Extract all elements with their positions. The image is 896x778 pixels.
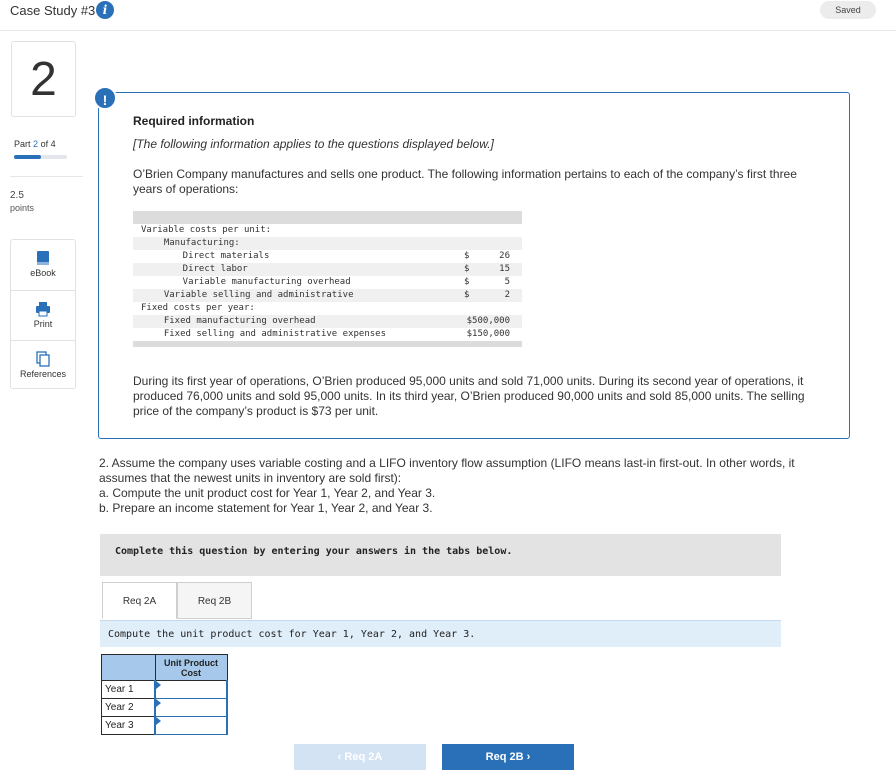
cost-row-dollar: $ bbox=[464, 251, 470, 261]
assignment-title: Case Study #3 bbox=[10, 3, 96, 18]
sidebar-item-references[interactable] bbox=[11, 340, 75, 390]
part-current: 2 bbox=[33, 139, 39, 149]
cost-table-row bbox=[133, 263, 522, 276]
top-bar bbox=[0, 0, 896, 31]
answer-table-header-row bbox=[102, 655, 228, 681]
year-1-cost-input[interactable] bbox=[156, 682, 226, 698]
cost-row-label: Fixed costs per year: bbox=[141, 303, 255, 313]
year-1-cost-cell[interactable] bbox=[155, 681, 227, 699]
part-label: Part bbox=[14, 139, 31, 149]
cost-table-row bbox=[133, 276, 522, 289]
tab-req-2a[interactable]: Req 2A bbox=[102, 582, 177, 619]
required-info-note: [The following information applies to the questions displayed below.] bbox=[133, 137, 494, 151]
year-3-cost-input[interactable] bbox=[156, 718, 226, 734]
complete-instruction-text: Complete this question by entering your answers in the tabs below. bbox=[115, 546, 513, 557]
required-info-body: During its first year of operations, O’Brien produced 95,000 units and sold 71,000 units. During its second year of operations, it produced 76,000 units and sold 95,000 units. In its third year, O’Brien produced 90,000 units and sold 85,000 units. The selling price of the company’s product is $73 per unit. bbox=[133, 374, 805, 418]
cost-row-dollar: $ bbox=[464, 264, 470, 274]
part-total: of 4 bbox=[40, 139, 56, 149]
cost-table-body bbox=[133, 224, 522, 341]
info-icon[interactable]: i bbox=[96, 1, 114, 19]
alert-icon: ! bbox=[93, 86, 117, 110]
year-label: Year 2 bbox=[102, 699, 156, 717]
chevron-right-icon: › bbox=[526, 751, 531, 763]
chevron-left-icon: ‹ bbox=[337, 751, 342, 763]
cost-table-row bbox=[133, 237, 522, 250]
cost-table-row bbox=[133, 224, 522, 237]
cost-row-amount: 5 bbox=[504, 277, 510, 287]
complete-instruction-bar bbox=[100, 534, 781, 576]
tab-instruction-text: Compute the unit product cost for Year 1, Year 2, and Year 3. bbox=[108, 629, 476, 640]
year-3-cost-cell[interactable] bbox=[155, 717, 227, 735]
sidebar-item-label: eBook bbox=[30, 268, 56, 278]
year-label: Year 1 bbox=[102, 681, 156, 699]
cost-row-label: Fixed selling and administrative expenses bbox=[153, 329, 386, 339]
cost-row-label: Variable manufacturing overhead bbox=[161, 277, 351, 287]
input-marker-icon bbox=[156, 699, 161, 707]
tab-req-2b[interactable]: Req 2B bbox=[177, 582, 252, 619]
cost-row-amount: $150,000 bbox=[466, 329, 510, 339]
question-line: b. Prepare an income statement for Year 1, Year 2, and Year 3. bbox=[99, 501, 433, 515]
required-info-title: Required information bbox=[133, 114, 255, 128]
cost-row-amount: 2 bbox=[504, 290, 510, 300]
cost-table-footer bbox=[133, 341, 522, 347]
question-text bbox=[99, 456, 839, 516]
question-line: 2. Assume the company uses variable costing and a LIFO inventory flow assumption (LIFO means last-in first-out. In other words, it assumes that the newest units in inventory are sold first): bbox=[99, 456, 795, 485]
printer-icon bbox=[36, 301, 50, 317]
references-icon bbox=[36, 351, 50, 367]
cost-row-amount: 26 bbox=[499, 251, 510, 261]
points-display bbox=[10, 189, 34, 215]
cost-row-label: Manufacturing: bbox=[153, 238, 240, 248]
points-value: 2.5 bbox=[10, 190, 24, 201]
input-marker-icon bbox=[156, 717, 161, 725]
cost-row-amount: $500,000 bbox=[466, 316, 510, 326]
unit-product-cost-header: Unit Product Cost bbox=[155, 655, 227, 681]
saved-status-badge: Saved bbox=[820, 1, 876, 19]
cost-table-row bbox=[133, 315, 522, 328]
cost-table-header bbox=[133, 211, 522, 224]
year-2-cost-input[interactable] bbox=[156, 700, 226, 716]
cost-row-amount: 15 bbox=[499, 264, 510, 274]
required-info-intro: O’Brien Company manufactures and sells one product. The following information pertains to each of the company’s first three years of operations: bbox=[133, 167, 797, 196]
book-icon bbox=[36, 250, 50, 266]
cost-row-label: Direct materials bbox=[161, 251, 270, 261]
next-req-label: Req 2B bbox=[485, 751, 524, 763]
table-row bbox=[102, 681, 228, 699]
table-row bbox=[102, 699, 228, 717]
part-progress-bar bbox=[14, 155, 67, 159]
cost-row-label: Direct labor bbox=[161, 264, 248, 274]
sidebar-item-label: References bbox=[19, 369, 67, 379]
cost-table-row bbox=[133, 302, 522, 315]
cost-row-dollar: $ bbox=[464, 290, 470, 300]
tab-instruction-bar bbox=[100, 620, 781, 647]
answer-table-corner bbox=[102, 655, 156, 681]
part-progress-fill bbox=[14, 155, 41, 159]
sidebar-item-ebook[interactable] bbox=[11, 240, 75, 290]
sidebar-item-label: Print bbox=[33, 319, 53, 329]
cost-table-row bbox=[133, 328, 522, 341]
prev-req-button[interactable] bbox=[294, 744, 426, 770]
year-label: Year 3 bbox=[102, 717, 156, 735]
sidebar-divider bbox=[10, 176, 83, 177]
next-req-button[interactable] bbox=[442, 744, 574, 770]
resource-nav bbox=[10, 239, 76, 389]
points-label: points bbox=[10, 203, 35, 213]
cost-table-row bbox=[133, 250, 522, 263]
year-2-cost-cell[interactable] bbox=[155, 699, 227, 717]
answer-table bbox=[101, 654, 228, 735]
cost-row-label: Fixed manufacturing overhead bbox=[153, 316, 316, 326]
table-row bbox=[102, 717, 228, 735]
part-indicator bbox=[14, 139, 56, 149]
question-number: 2 bbox=[11, 41, 76, 117]
cost-row-label: Variable costs per unit: bbox=[141, 225, 272, 235]
sidebar-item-print[interactable] bbox=[11, 290, 75, 340]
input-marker-icon bbox=[156, 681, 161, 689]
question-line: a. Compute the unit product cost for Year 1, Year 2, and Year 3. bbox=[99, 486, 436, 500]
prev-req-label: Req 2A bbox=[344, 751, 383, 763]
cost-table-row bbox=[133, 289, 522, 302]
cost-row-label: Variable selling and administrative bbox=[153, 290, 354, 300]
cost-table bbox=[133, 211, 522, 347]
cost-row-dollar: $ bbox=[464, 277, 470, 287]
